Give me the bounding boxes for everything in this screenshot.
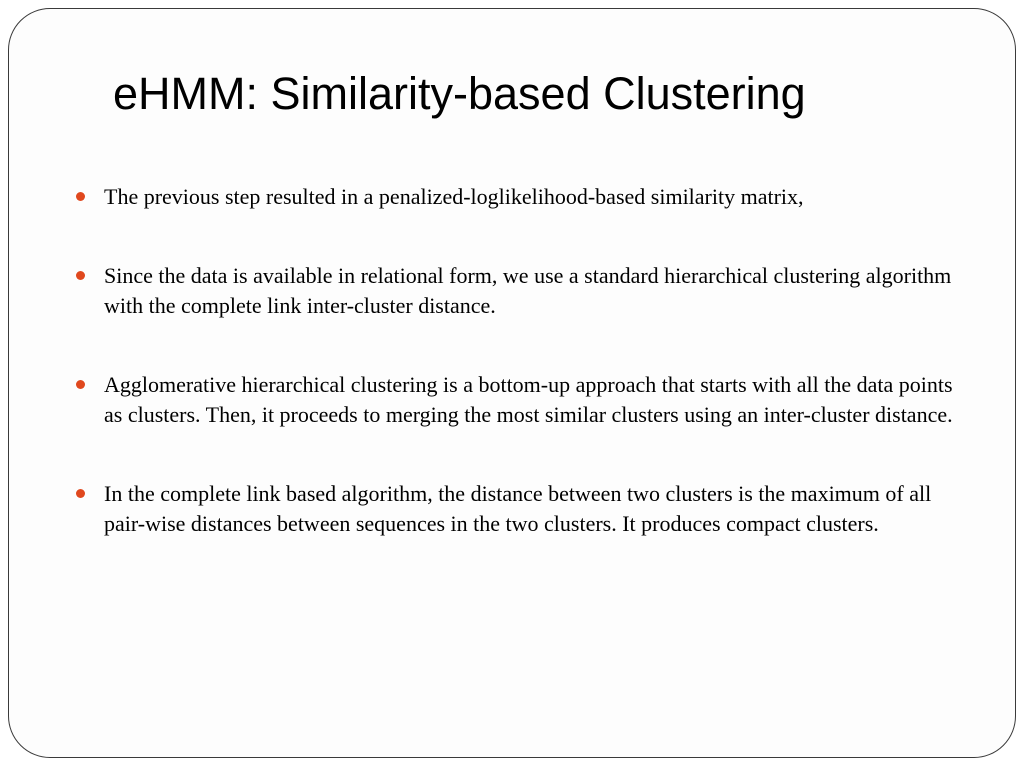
slide-title: eHMM: Similarity-based Clustering xyxy=(113,68,806,119)
bullet-text: In the complete link based algorithm, the distance between two clusters is the maximum of all pair-wise distances between sequences in the two clusters. It produces compact clusters. xyxy=(104,480,932,536)
slide-frame xyxy=(8,8,1016,758)
bullet-item xyxy=(75,370,955,431)
bullet-text: The previous step resulted in a penalized-loglikelihood-based similarity matrix, xyxy=(104,184,804,209)
bullet-dot-icon xyxy=(76,489,85,498)
bullet-item xyxy=(75,261,955,322)
bullet-dot-icon xyxy=(76,271,85,280)
bullet-dot-icon xyxy=(76,380,85,389)
bullet-text: Agglomerative hierarchical clustering is a bottom-up approach that starts with all the data points as clusters. Then, it proceeds to merging the most similar clusters using an inter-cluster distance. xyxy=(104,371,953,427)
bullet-item xyxy=(75,182,955,213)
bullet-dot-icon xyxy=(76,192,85,201)
bullet-item xyxy=(75,479,955,540)
bullet-text: Since the data is available in relational form, we use a standard hierarchical clustering algorithm with the complete link inter-cluster distance. xyxy=(104,262,952,318)
bullet-list xyxy=(75,182,955,588)
